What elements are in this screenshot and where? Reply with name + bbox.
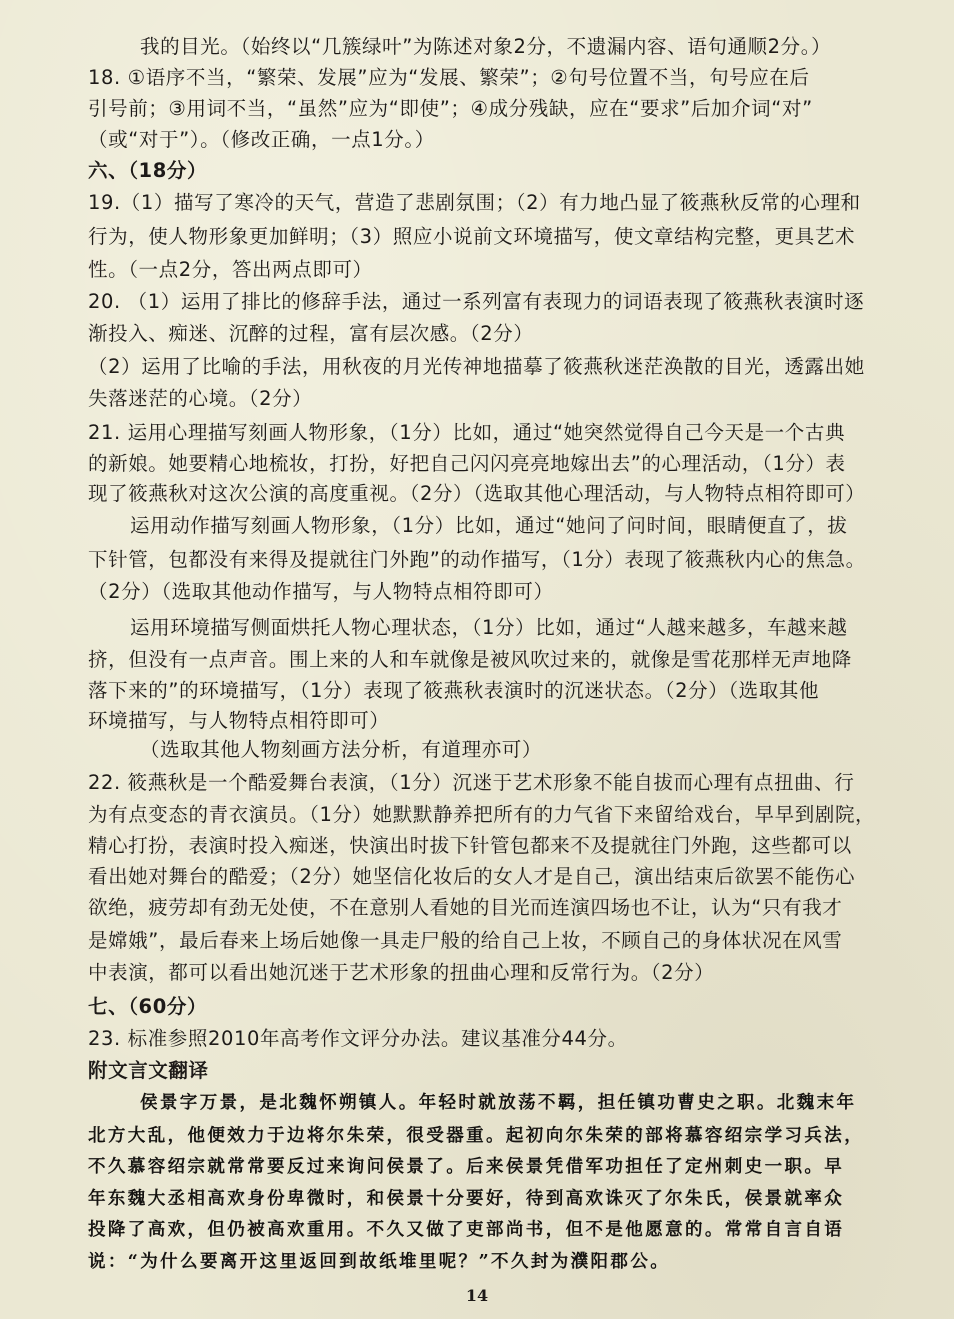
answer-18-line-2: 引号前；③用词不当，“虽然”应为“即使”；④成分残缺，应在“要求”后加介词“对” [88, 97, 813, 120]
answer-22-line-5: 欲绝，疲劳却有劲无处使，不在意别人看她的目光而连演四场也不让，认为“只有我才 [88, 896, 843, 919]
answer-23-line: 23. 标准参照2010年高考作文评分办法。建议基准分44分。 [88, 1027, 628, 1050]
page-number: 14 [465, 1286, 489, 1305]
answer-21-line-10: 环境描写，与人物特点相符即可） [88, 709, 390, 732]
answer-21-line-5: 下针管，包都没有来得及提就往门外跑”的动作描写，（1分）表现了筱燕秋内心的焦急。 [88, 548, 866, 571]
answer-22-line-3: 精心打扮，表演时投入痴迷，快演出时拔下针管包都来不及提就往门外跑，这些都可以 [88, 834, 852, 857]
translation-line-5: 投降了高欢，但仍被高欢重用。不久又做了吏部尚书，但不是他愿意的。常常自言自语 [88, 1220, 845, 1240]
answer-19-line-1: 19.（1）描写了寒冷的天气，营造了悲剧氛围；（2）有力地凸显了筱燕秋反常的心理和 [88, 191, 861, 214]
answer-21-line-2: 的新娘。她要精心地梳妆，打扮，好把自己闪闪亮亮地嫁出去”的心理活动，（1分）表 [88, 452, 846, 475]
translation-line-2: 北方大乱，他便效力于边将尔朱荣，很受器重。起初向尔朱荣的部将慕容绍宗学习兵法， [88, 1126, 865, 1146]
answer-22-line-6: 是嫦娥”，最后春来上场后她像一具走尸般的给自己上妆，不顾自己的身体状况在风雪 [88, 929, 843, 952]
answer-22-line-7: 中表演，都可以看出她沉迷于艺术形象的扭曲心理和反常行为。（2分） [88, 961, 715, 984]
answer-20-line-2: 渐投入、痴迷、沉醉的过程，富有层次感。（2分） [88, 322, 534, 345]
answer-19-line-3: 性。（一点2分，答出两点即可） [88, 258, 373, 281]
answer-21-line-9: 落下来的”的环境描写，（1分）表现了筱燕秋表演时的沉迷状态。（2分）（选取其他 [88, 679, 820, 702]
answer-22-line-2: 为有点变态的青衣演员。（1分）她默默静养把所有的力气省下来留给戏台，早早到剧院， [88, 803, 876, 826]
answer-21-line-6: （2分）（选取其他动作描写，与人物特点相符即可） [88, 580, 554, 603]
answer-21-line-1: 21. 运用心理描写刻画人物形象，（1分）比如，通过“她突然觉得自己今天是一个古典 [88, 421, 846, 444]
translation-line-3: 不久慕容绍宗就常常要反过来询问侯景了。后来侯景凭借军功担任了定州刺史一职。早 [88, 1157, 845, 1177]
answer-21-line-7: 运用环境描写侧面烘托人物心理状态，（1分）比如，通过“人越来越多，车越来越 [130, 616, 848, 639]
translation-line-6: 说：“为什么要离开这里返回到故纸堆里呢？”不久封为濮阳郡公。 [88, 1252, 671, 1272]
answer-20-line-1: 20. （1）运用了排比的修辞手法，通过一系列富有表现力的词语表现了筱燕秋表演时逐 [88, 290, 865, 313]
answer-22-line-4: 看出她对舞台的酷爱；（2分）她坚信化妆后的女人才是自己，演出结束后欲罢不能伤心 [88, 865, 856, 888]
text-line: 我的目光。（始终以“几簇绿叶”为陈述对象2分，不遗漏内容、语句通顺2分。） [140, 35, 832, 58]
answer-19-line-2: 行为，使人物形象更加鲜明；（3）照应小说前文环境描写，使文章结构完整，更具艺术 [88, 225, 856, 248]
section-six-heading: 六、（18分） [88, 159, 208, 182]
answer-22-line-1: 22. 筱燕秋是一个酷爱舞台表演，（1分）沉迷于艺术形象不能自拔而心理有点扭曲、行 [88, 771, 855, 794]
answer-20-line-4: 失落迷茫的心境。（2分） [88, 387, 313, 410]
answer-18-line-1: 18. ①语序不当，“繁荣、发展”应为“发展、繁荣”；②句号位置不当，句号应在后 [88, 66, 810, 89]
answer-21-line-11: （选取其他人物刻画方法分析，有道理亦可） [140, 738, 543, 761]
answer-21-line-3: 现了筱燕秋对这次公演的高度重视。（2分）（选取其他心理活动，与人物特点相符即可） [88, 482, 866, 505]
translation-heading: 附文言文翻译 [88, 1059, 209, 1082]
answer-21-line-4: 运用动作描写刻画人物形象，（1分）比如，通过“她问了问时间，眼睛便直了，拔 [130, 514, 848, 537]
answer-18-line-3: （或“对于”）。（修改正确，一点1分。） [88, 128, 435, 151]
translation-line-1: 侯景字万景，是北魏怀朔镇人。年轻时就放荡不羁，担任镇功曹史之职。北魏末年 [140, 1093, 857, 1113]
translation-line-4: 年东魏大丞相高欢身份卑微时，和侯景十分要好，待到高欢诛灭了尔朱氏，侯景就率众 [88, 1189, 845, 1209]
section-seven-heading: 七、（60分） [88, 995, 208, 1018]
answer-21-line-8: 挤，但没有一点声音。围上来的人和车就像是被风吹过来的，就像是雪花那样无声地降 [88, 648, 852, 671]
answer-20-line-3: （2）运用了比喻的手法，用秋夜的月光传神地描摹了筱燕秋迷茫涣散的目光，透露出她 [88, 355, 865, 378]
